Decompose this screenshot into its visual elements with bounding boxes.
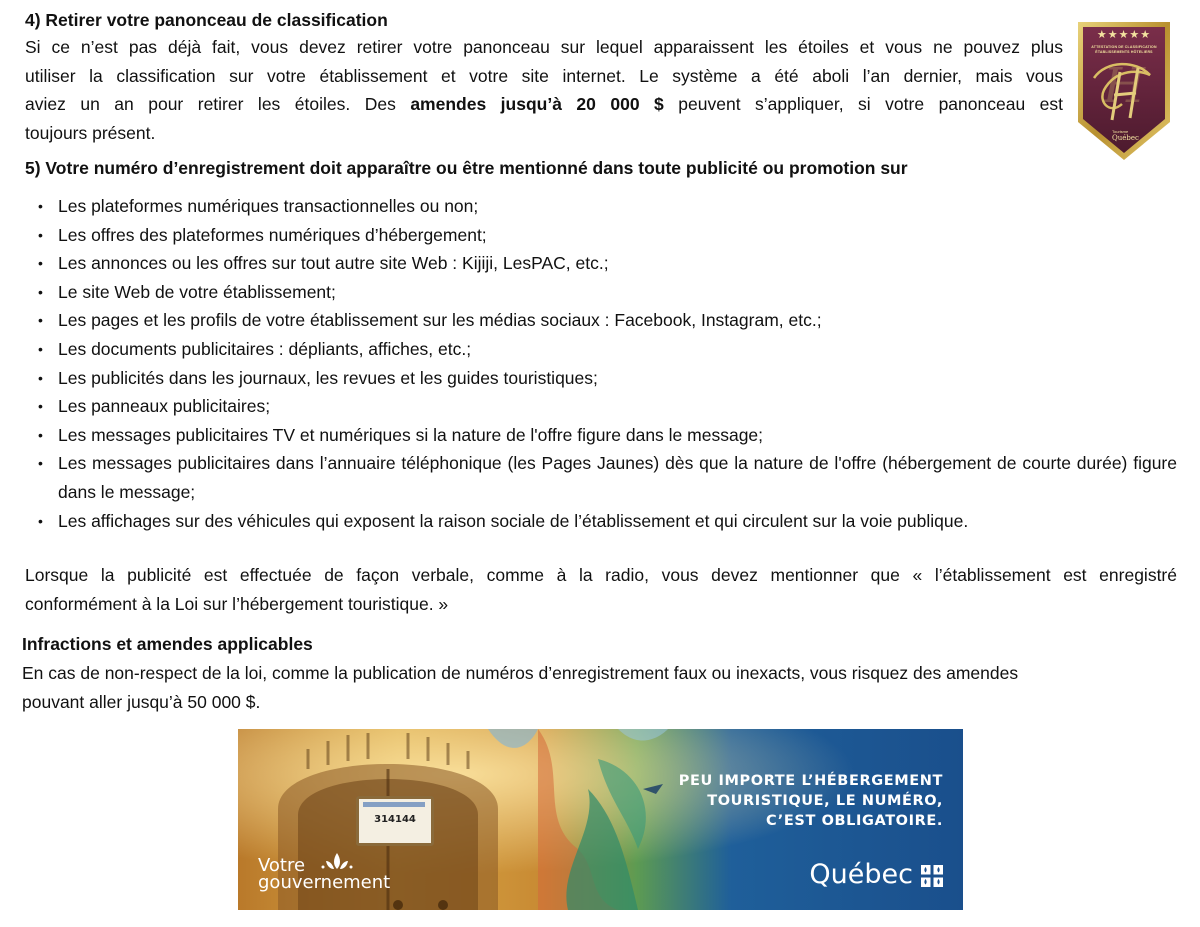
classification-badge-image — [1076, 20, 1172, 162]
badge-caption: ATTESTATION DE CLASSIFICATION ÉTABLISSEMENTS HÔTELIERS — [1091, 45, 1157, 54]
section-4-line-3-start: aviez un an pour retirer les étoiles. Des — [25, 94, 411, 114]
badge-stars: ★★★★★ — [1096, 29, 1152, 41]
gov-line-2: gouvernement — [258, 872, 391, 893]
banner-slogan-line-1: PEU IMPORTE L’HÉBERGEMENT — [678, 773, 943, 789]
list-item: • Les messages publicitaires TV et numériques si la nature de l'offre figure dans le message; — [35, 421, 1177, 450]
verbal-line-1: Lorsque la publicité est effectuée de façon verbale, comme à la radio, vous devez mentionner que « l’établissement est enregistré — [25, 565, 1177, 585]
badge-letter: H — [1103, 58, 1145, 114]
section-4-line-2: utiliser la classification sur votre établissement et votre site internet. Le système a été aboli l’an dernier, mais vous — [25, 65, 1063, 86]
section-4-line-4: toujours présent. — [25, 122, 156, 143]
section-5-heading: 5) Votre numéro d’enregistrement doit apparaître ou être mentionné dans toute publicité ou promotion sur — [25, 158, 908, 178]
fleur-de-lis-icon — [320, 851, 354, 873]
section-4-heading: 4) Retirer votre panonceau de classification — [25, 10, 388, 30]
fine-amount-bold: amendes jusqu’à 20 000 $ — [410, 94, 664, 114]
promotion-list — [35, 192, 1177, 535]
quebec-flag-icon — [921, 865, 943, 887]
quebec-wordmark: Québec — [809, 859, 913, 890]
badge-brand-small: Tourisme — [1112, 129, 1129, 134]
list-item: • Le site Web de votre établissement; — [35, 278, 1177, 307]
list-item: • Les annonces ou les offres sur tout autre site Web : Kijiji, LesPAC, etc.; — [35, 249, 1177, 278]
registration-plate — [356, 796, 434, 846]
list-item: • Les plateformes numériques transactionnelles ou non; — [35, 192, 1177, 221]
section-4-paragraph — [25, 33, 1063, 147]
infractions-line-2: pouvant aller jusqu’à 50 000 $. — [22, 691, 261, 712]
list-item: • Les pages et les profils de votre établissement sur les médias sociaux : Facebook, Instagram, etc.; — [35, 306, 1177, 335]
section-4-line-1: Si ce n’est pas déjà fait, vous devez retirer votre panonceau sur lequel apparaissent les étoiles et vous ne pouvez plus — [25, 37, 1063, 57]
plate-header-bar — [363, 802, 425, 807]
infractions-paragraph — [22, 659, 1182, 716]
gov-line-1: Votre — [258, 855, 306, 876]
section-4-line-3-end: peuvent s’appliquer, si votre panonceau est — [663, 94, 1064, 114]
list-item: • Les publicités dans les journaux, les revues et les guides touristiques; — [35, 364, 1177, 393]
infractions-heading: Infractions et amendes applicables — [22, 634, 313, 654]
badge-brand: Québec — [1112, 134, 1139, 142]
list-item: • Les offres des plateformes numériques d’hébergement; — [35, 221, 1177, 250]
plate-number: 314144 — [374, 814, 416, 825]
list-item: • Les affichages sur des véhicules qui exposent la raison sociale de l’établissement et qui circulent sur la voie publique. — [35, 507, 1177, 536]
list-item: • Les messages publicitaires dans l’annuaire téléphonique (les Pages Jaunes) dès que la nature de l'offre (hébergement de courte durée) figure dans le message; — [35, 449, 1177, 506]
list-item: • Les documents publicitaires : dépliants, affiches, etc.; — [35, 335, 1177, 364]
banner-slogan-line-2: TOURISTIQUE, LE NUMÉRO, — [707, 793, 943, 809]
banner-slogan — [679, 771, 943, 831]
banner-slogan-line-3: C’EST OBLIGATOIRE. — [766, 813, 943, 829]
verbal-line-2: conformément à la Loi sur l’hébergement touristique. » — [25, 593, 449, 614]
list-item: • Les panneaux publicitaires; — [35, 392, 1177, 421]
infractions-line-1: En cas de non-respect de la loi, comme la publication de numéros d’enregistrement faux ou inexacts, vous risquez des amendes — [22, 663, 1019, 683]
section-4-line-3 — [25, 90, 1063, 119]
verbal-paragraph — [25, 561, 1177, 618]
campaign-banner-image — [238, 729, 963, 910]
